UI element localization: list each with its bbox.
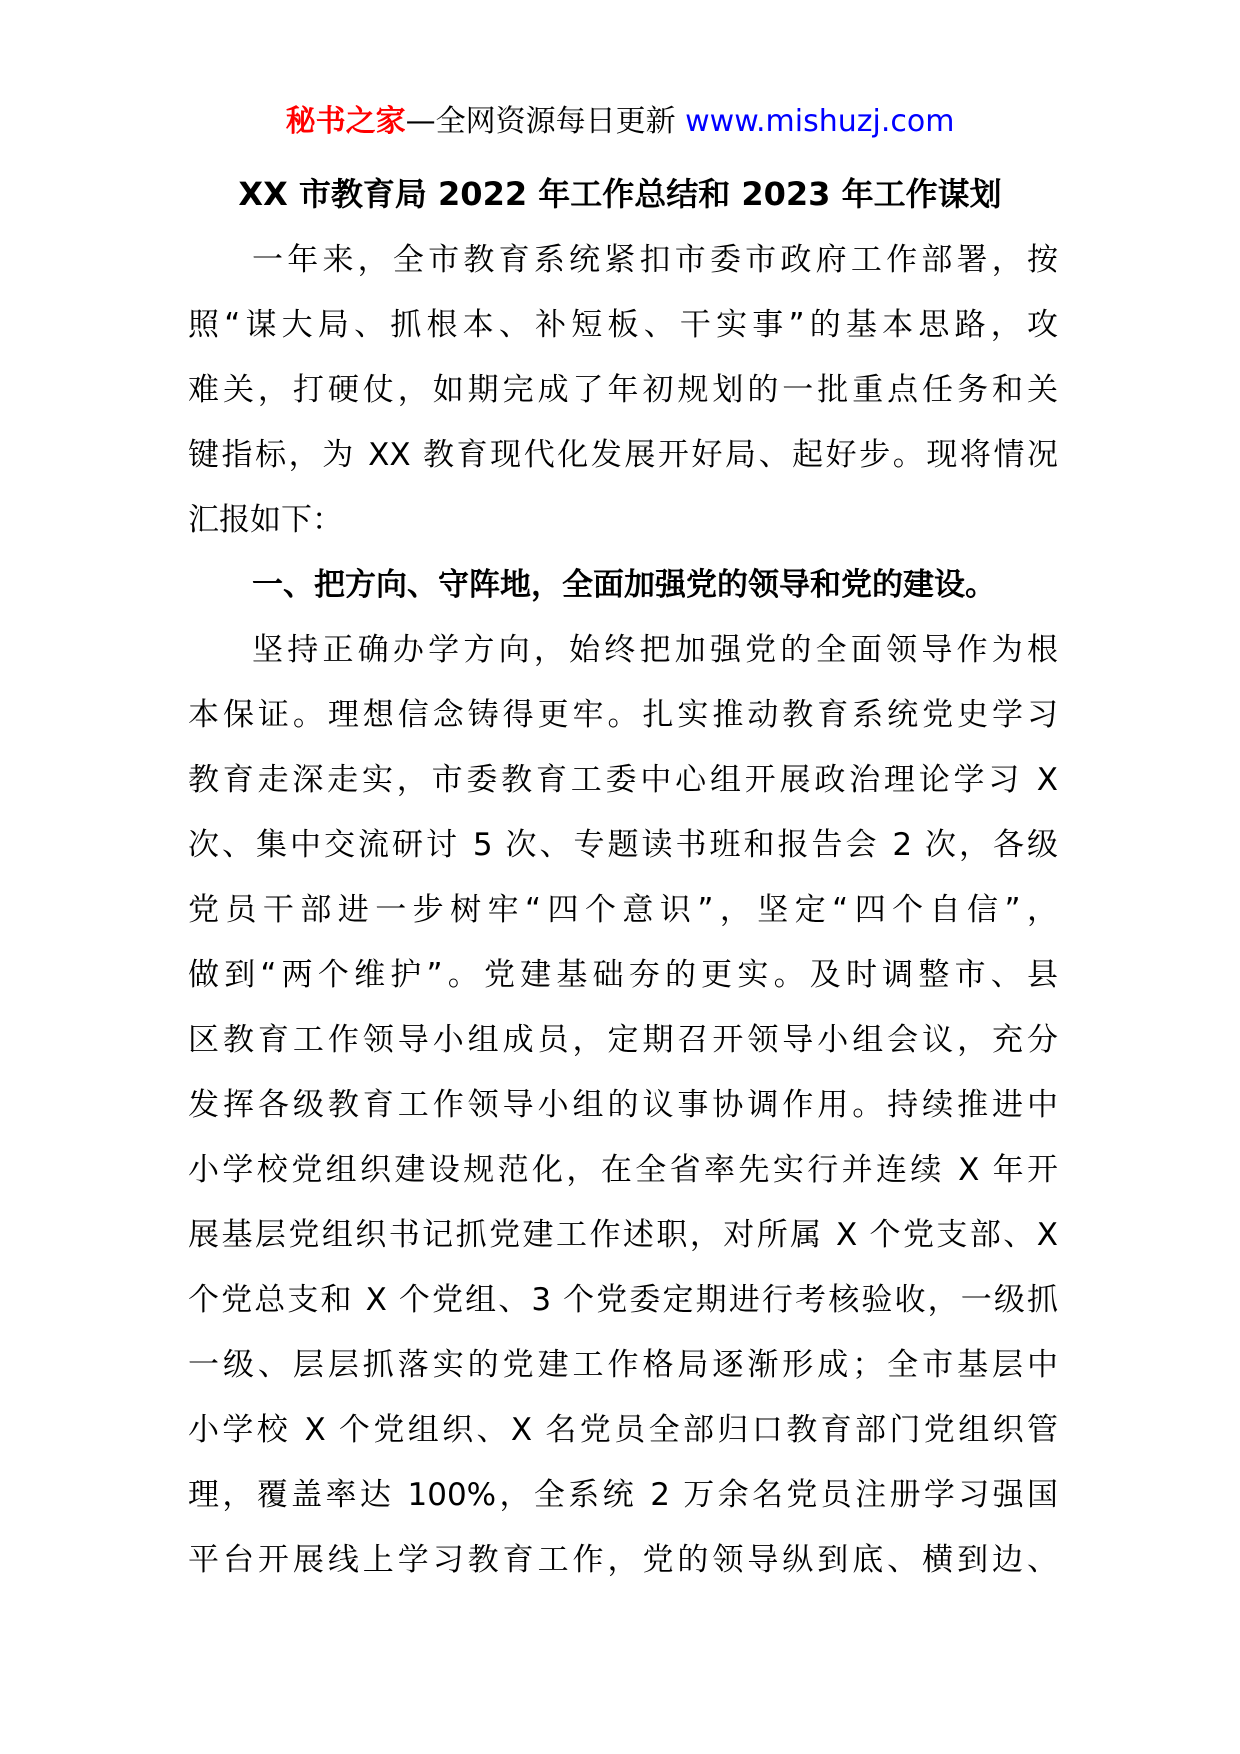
section-heading: 一、把方向、守阵地，全面加强党的领导和党的建设。 — [252, 567, 996, 603]
brand-url-link[interactable]: www.mishuzj.com — [685, 104, 955, 139]
document-body — [188, 228, 1058, 1593]
paragraph-line: 区教育工作领导小组成员，定期召开领导小组会议，充分 — [188, 1022, 1058, 1058]
paragraph-line: 坚持正确办学方向，始终把加强党的全面领导作为根 — [252, 632, 1058, 668]
brand-name: 秘书之家 — [285, 104, 406, 139]
paragraph-line: 一年来，全市教育系统紧扣市委市政府工作部署，按 — [252, 242, 1058, 278]
paragraph-line: 党员干部进一步树牢“四个意识”，坚定“四个自信”， — [188, 892, 1058, 928]
paragraph-line: 汇报如下： — [188, 502, 343, 538]
paragraph-line: 理，覆盖率达 100%，全系统 2 万余名党员注册学习强国 — [188, 1477, 1058, 1513]
paragraph-line: 教育走深走实，市委教育工委中心组开展政治理论学习 X — [188, 762, 1058, 798]
paragraph-line: 发挥各级教育工作领导小组的议事协调作用。持续推进中 — [188, 1087, 1058, 1123]
paragraph-line: 本保证。理想信念铸得更牢。扎实推动教育系统党史学习 — [188, 697, 1058, 733]
paragraph-line: 小学校党组织建设规范化，在全省率先实行并连续 X 年开 — [188, 1152, 1058, 1188]
paragraph-line: 一级、层层抓落实的党建工作格局逐渐形成；全市基层中 — [188, 1347, 1058, 1383]
paragraph-line: 键指标，为 XX 教育现代化发展开好局、起好步。现将情况 — [188, 437, 1058, 473]
document-title: XX 市教育局 2022 年工作总结和 2023 年工作谋划 — [238, 175, 1002, 213]
paragraph-line: 次、集中交流研讨 5 次、专题读书班和报告会 2 次，各级 — [188, 827, 1058, 863]
paragraph-line: 照“谋大局、抓根本、补短板、干实事”的基本思路，攻 — [188, 307, 1058, 343]
paragraph-line: 平台开展线上学习教育工作，党的领导纵到底、横到边、 — [188, 1542, 1058, 1578]
site-header — [0, 100, 1240, 144]
paragraph-line: 个党总支和 X 个党组、3 个党委定期进行考核验收，一级抓 — [188, 1282, 1058, 1318]
paragraph-line: 难关，打硬仗，如期完成了年初规划的一批重点任务和关 — [188, 372, 1058, 408]
brand-tagline: —全网资源每日更新 — [405, 104, 686, 139]
paragraph-line: 展基层党组织书记抓党建工作述职，对所属 X 个党支部、X — [188, 1217, 1058, 1253]
paragraph-line: 小学校 X 个党组织、X 名党员全部归口教育部门党组织管 — [188, 1412, 1058, 1448]
paragraph-line: 做到“两个维护”。党建基础夯的更实。及时调整市、县 — [188, 957, 1058, 993]
